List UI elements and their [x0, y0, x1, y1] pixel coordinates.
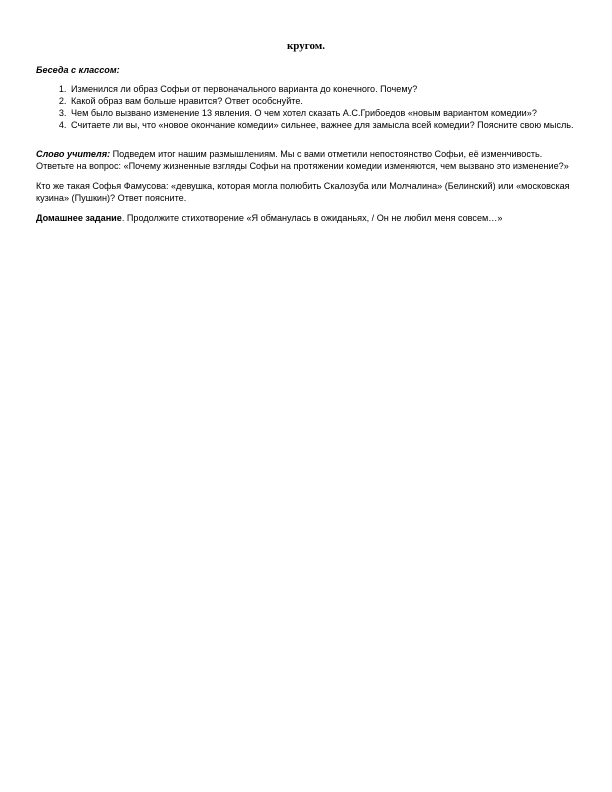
homework-label: Домашнее задание: [36, 213, 122, 223]
teacher-word-text: Подведем итог нашим размышлениям. Мы с вами отметили непостоянство Софьи, её изменчивость. Ответьте на вопрос: «Почему жизненные взгляды Софьи на протяжении комедии изменяются, чем вызвано это изменение?»: [36, 149, 569, 171]
document-body: [36, 64, 576, 232]
homework-text: . Продолжите стихотворение «Я обманулась в ожиданьях, / Он не любил меня совсем…»: [121, 213, 503, 223]
teacher-word-label: Слово учителя:: [36, 149, 111, 159]
question-item: 1. Изменился ли образ Софьи от первоначального варианта до конечного. Почему?: [69, 83, 576, 95]
question-item: 2. Какой образ вам больше нравится? Ответ особснуйте.: [69, 95, 576, 107]
top-heading: кругом.: [286, 40, 326, 52]
teacher-word-paragraph: [36, 148, 576, 172]
question-item: 3. Чем было вызвано изменение 13 явления. О чем хотел сказать А.С.Грибоедов «новым вариантом комедии»?: [69, 107, 576, 119]
class-talk-label: Беседа с классом:: [36, 65, 120, 75]
homework-paragraph: [36, 212, 576, 224]
who-is-sofya-paragraph: Кто же такая Софья Фамусова: «девушка, которая могла полюбить Скалозуба или Молчалина» (Белинский) или «московская кузина» (Пушкин)? Ответ поясните.: [36, 181, 570, 203]
question-item: 4. Считаете ли вы, что «новое окончание комедии» сильнее, важнее для замысла всей комедии? Поясните свою мысль.: [69, 119, 576, 131]
question-list: [36, 83, 576, 131]
